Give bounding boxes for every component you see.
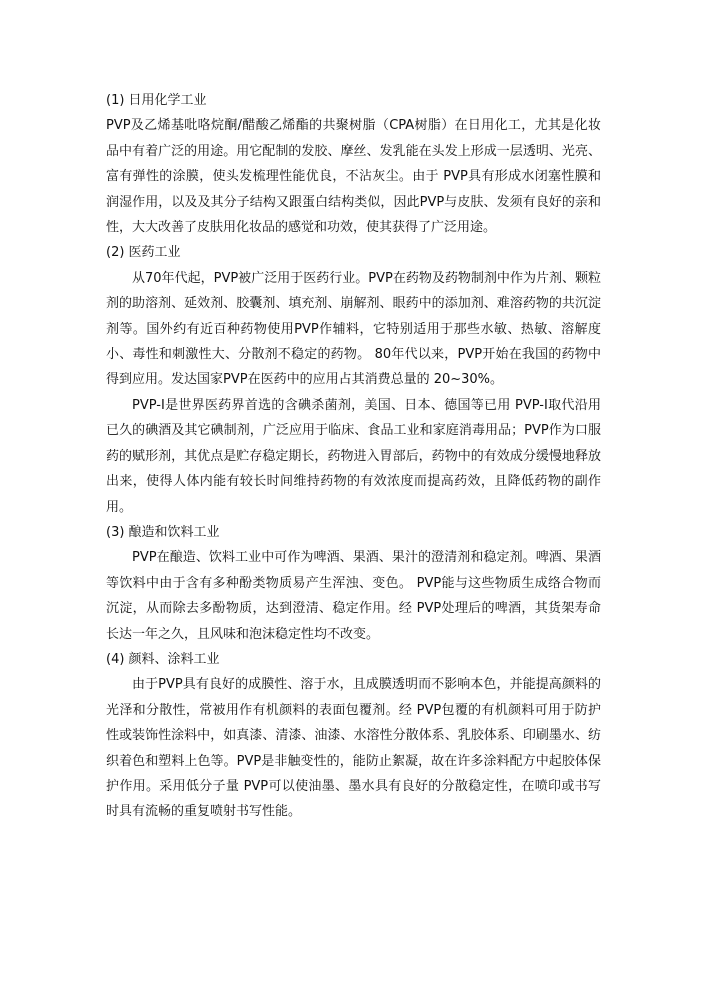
section-pigment-coating xyxy=(106,647,601,825)
section-paragraph: PVP-I是世界医药界首选的含碘杀菌剂，美国、日本、德国等已用 PVP-I取代沿用已久的碘酒及其它碘制剂，广泛应用于临床、食品工业和家庭消毒用品；PVP作为口服药的赋形剂，其优点是贮存稳定期长，药物进入胃部后，药物中的有效成分缓慢地释放出来，使得人体内能有较长时间维持药物的有效浓度而提高药效，且降低药物的副作用。 xyxy=(106,397,601,515)
section-paragraph: 由于PVP具有良好的成膜性、溶于水，且成膜透明而不影响本色，并能提高颜料的光泽和分散性，常被用作有机颜料的表面包覆剂。经 PVP包覆的有机颜料可用于防护性或装饰性涂料中，如真漆、清漆、油漆、水溶性分散体系、乳胶体系、印刷墨水、纺织着色和塑料上色等。PVP是非触变性的，能防止絮凝，故在许多涂料配方中起胶体保护作用。采用低分子量 PVP可以使油墨、墨水具有良好的分散稳定性，在喷印或书写时具有流畅的重复喷射书写性能。 xyxy=(106,677,601,820)
section-heading: (1) 日用化学工业 xyxy=(106,93,207,108)
section-heading: (3) 酿造和饮料工业 xyxy=(106,524,220,540)
section-paragraph: PVP在酿造、饮料工业中可作为啤酒、果酒、果汁的澄清剂和稳定剂。啤酒、果酒等饮料中由于含有多种酚类物质易产生浑浊、变色。 PVP能与这些物质生成络合物而沉淀，从而除去多酚物质，达到澄清、稳定作用。经 PVP处理后的啤酒，其货架寿命长达一年之久，且风味和泡沫稳定性均不改变。 xyxy=(106,550,601,642)
document-body xyxy=(106,88,601,825)
section-heading: (2) 医药工业 xyxy=(106,245,181,261)
section-heading: (4) 颜料、涂料工业 xyxy=(106,651,220,667)
section-paragraph: 从70年代起，PVP被广泛用于医药行业。PVP在药物及药物制剂中作为片剂、颗粒剂的助溶剂、延效剂、胶囊剂、填充剂、崩解剂、眼药中的添加剂、难溶药物的共沉淀剂等。国外约有近百种药物使用PVP作辅料，它特别适用于那些水敏、热敏、溶解度小、毒性和刺激性大、分散剂不稳定的药物。 80年代以来，PVP开始在我国的药物中得到应用。发达国家PVP在医药中的应用占其消费总量的 20~30%。 xyxy=(106,270,601,388)
section-daily-chemical xyxy=(106,88,601,240)
section-paragraph: PVP及乙烯基吡咯烷酮/醋酸乙烯酯的共聚树脂（CPA树脂）在日用化工，尤其是化妆品中有着广泛的用途。用它配制的发胶、摩丝、发乳能在头发上形成一层透明、光亮、富有弹性的涂膜，使头发梳理性能优良，不沾灰尘。由于 PVP具有形成水闭塞性膜和润湿作用，以及及其分子结构又跟蛋白结构类似，因此PVP与皮肤、发须有良好的亲和性，大大改善了皮肤用化妆品的感觉和功效，使其获得了广泛用途。 xyxy=(106,118,601,236)
section-pharmaceutical xyxy=(106,240,601,519)
section-brewing-beverage xyxy=(106,520,601,647)
